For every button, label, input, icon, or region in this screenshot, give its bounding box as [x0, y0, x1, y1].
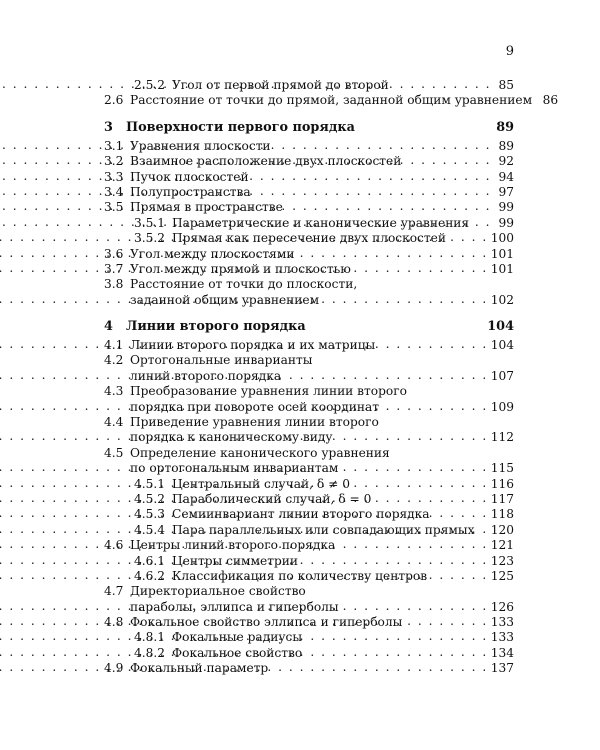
- toc-dot-leader: [378, 338, 487, 353]
- toc-entry-title: Семиинвариант линии второго порядка: [172, 507, 430, 522]
- toc-dot-leader: [338, 538, 488, 553]
- toc-entry-number: 3.3: [104, 169, 124, 184]
- toc-entry-title: Полупространства: [130, 184, 251, 199]
- toc-entry-number: 3.1: [104, 138, 124, 153]
- toc-page-number: 99: [498, 215, 514, 230]
- toc-dot-leader: [477, 523, 487, 538]
- toc-page-number: 137: [490, 661, 514, 676]
- toc-entry-number: 4.6: [104, 538, 124, 553]
- toc-section-entry: [104, 369, 514, 384]
- toc-entry-number: 4.8: [104, 615, 124, 630]
- toc-page-number: 102: [490, 292, 514, 307]
- toc-entry-number: 3.5.2: [134, 231, 166, 246]
- toc-entry-number: 3.6: [104, 246, 124, 261]
- toc-dot-leader: [305, 631, 488, 646]
- toc-entry-title: Фокальное свойство: [172, 645, 303, 660]
- toc-entry-title: Фокальный параметр: [130, 661, 269, 676]
- toc-page-number: 116: [490, 476, 514, 491]
- toc-entry-number: 4.7: [104, 584, 124, 599]
- toc-entry-title: заданной общим уравнением: [130, 292, 320, 307]
- toc-dot-leader: [353, 477, 488, 492]
- toc-entry-number: 2.5.2: [134, 77, 166, 92]
- toc-entry-number: 4.5: [104, 445, 124, 460]
- toc-section-entry: [104, 538, 514, 553]
- toc-section-entry: [104, 139, 514, 154]
- toc-entry-title: Пучок плоскостей: [130, 169, 249, 184]
- page-number: 9: [505, 44, 514, 59]
- toc-entry-title: Расстояние от точки до прямой, заданной общим уравнением: [130, 93, 533, 108]
- toc-page-number: 112: [490, 430, 514, 445]
- toc-page-number: 118: [490, 507, 514, 522]
- toc-entry-title: Взаимное расположение двух плоскостей: [130, 154, 402, 169]
- toc-dot-leader: [358, 120, 491, 135]
- toc-entry-number: 3.5: [104, 200, 124, 215]
- toc-entry-number: 4: [104, 319, 113, 335]
- toc-subsection-entry: [104, 477, 514, 492]
- toc-entry-title: Параболический случай, δ = 0: [172, 491, 372, 506]
- toc-section-entry: [104, 93, 559, 108]
- toc-entry-number: 4.6.1: [134, 553, 166, 568]
- toc-entry-number: 4.6.2: [134, 568, 166, 583]
- toc-section-entry: [104, 247, 514, 262]
- toc-section-entry: [104, 353, 514, 368]
- toc-dot-leader: [405, 615, 487, 630]
- toc-entry-title: Центры линий второго порядка: [130, 538, 336, 553]
- toc-entry-title: Преобразование уравнения линии второго: [130, 384, 407, 399]
- toc-section-entry: [104, 384, 514, 399]
- toc-section-entry: [104, 338, 514, 353]
- toc-section-entry: [104, 154, 514, 169]
- toc-page-number: 121: [490, 538, 514, 553]
- toc-dot-leader: [392, 78, 491, 93]
- toc-entry-title: порядка к каноническому виду: [130, 430, 333, 445]
- toc-entry-number: 4.1: [104, 338, 124, 353]
- toc-dot-leader: [274, 139, 491, 154]
- toc-dot-leader: [341, 461, 487, 476]
- toc-section-entry: [104, 600, 514, 615]
- toc-entry-title: Классификация по количеству центров: [172, 568, 428, 583]
- toc-entry-number: 2.6: [104, 93, 124, 108]
- toc-dot-leader: [301, 554, 488, 569]
- toc-entry-title: по ортогональным инвариантам: [130, 461, 339, 476]
- toc-entry-title: линий второго порядка: [130, 368, 282, 383]
- toc-section-entry: [104, 200, 514, 215]
- toc-subsection-entry: [104, 231, 514, 246]
- toc-page-number: 125: [490, 568, 514, 583]
- toc-entry-title: Фокальные радиусы: [172, 630, 303, 645]
- toc-entry-title: порядка при повороте осей координат: [130, 399, 379, 414]
- toc-section-entry: [104, 293, 514, 308]
- toc-subsection-entry: [104, 507, 514, 522]
- toc-section-entry: [104, 415, 514, 430]
- toc-entry-title: Угол от первой прямой до второй: [172, 77, 389, 92]
- toc-dot-leader: [472, 216, 491, 231]
- toc-entry-number: 3: [104, 119, 113, 135]
- toc-entry-title: Фокальное свойство эллипса и гиперболы: [130, 615, 403, 630]
- toc-subsection-entry: [104, 554, 514, 569]
- toc-dot-leader: [342, 600, 488, 615]
- toc-entry-title: Расстояние от точки до плоскости,: [130, 277, 358, 292]
- toc-entry-number: 4.8.2: [134, 645, 166, 660]
- toc-page-number: 133: [490, 615, 514, 630]
- toc-page-number: 133: [490, 630, 514, 645]
- toc-section-entry: [104, 400, 514, 415]
- toc-dot-leader: [252, 170, 491, 185]
- toc-entry-number: 4.5.2: [134, 491, 166, 506]
- toc-section-entry: [104, 584, 514, 599]
- toc-page-number: 101: [490, 261, 514, 276]
- toc-entry-title: Прямая в пространстве: [130, 200, 283, 215]
- toc-page-number: 134: [490, 645, 514, 660]
- toc-page-number: 123: [490, 553, 514, 568]
- toc-section-entry: [104, 185, 514, 200]
- toc-subsection-entry: [104, 78, 514, 93]
- toc-entry-title: Уравнения плоскости: [130, 138, 271, 153]
- toc-page-number: 86: [542, 93, 559, 108]
- toc-page-number: 104: [490, 338, 514, 353]
- toc-dot-leader: [430, 569, 488, 584]
- toc-section-entry: [104, 661, 514, 676]
- toc-entry-number: 4.5.3: [134, 507, 166, 522]
- toc-entry-title: Центральный случай, δ ≠ 0: [172, 476, 350, 491]
- toc-entry-number: 4.5.1: [134, 476, 166, 491]
- toc-dot-leader: [297, 247, 487, 262]
- toc-entry-title: Определение канонического уравнения: [130, 445, 390, 460]
- toc-entry-title: Угол между прямой и плоскостью: [130, 261, 351, 276]
- toc-entry-number: 4.9: [104, 661, 124, 676]
- toc-subsection-entry: [104, 523, 514, 538]
- toc-entry-number: 4.2: [104, 353, 124, 368]
- toc-entry-number: 4.4: [104, 415, 124, 430]
- toc-page-number: 85: [498, 77, 514, 92]
- toc-entry-title: Приведение уравнения линии второго: [130, 415, 379, 430]
- toc-entry-title: Ортогональные инварианты: [130, 353, 313, 368]
- toc-entry-number: 4.3: [104, 384, 124, 399]
- toc-page-number: 104: [487, 319, 514, 335]
- toc-entry-title: Линии второго порядка и их матрицы: [130, 338, 376, 353]
- toc-page-number: 97: [498, 184, 514, 199]
- toc-subsection-entry: [104, 631, 514, 646]
- toc-page-number: 109: [490, 399, 514, 414]
- toc-page-number: 92: [498, 154, 514, 169]
- toc-dot-leader: [284, 369, 488, 384]
- toc-page-number: 117: [490, 491, 514, 506]
- toc-dot-leader: [449, 231, 488, 246]
- toc-entry-title: Угол между плоскостями: [130, 246, 295, 261]
- toc-page-number: 101: [490, 246, 514, 261]
- toc-entry-title: Директориальное свойство: [130, 584, 306, 599]
- toc-entry-title: Параметрические и канонические уравнения: [172, 215, 470, 230]
- toc-section-entry: [104, 615, 514, 630]
- toc-dot-leader: [271, 661, 488, 676]
- toc-page-number: 89: [496, 119, 514, 135]
- toc-entry-title: Центры симметрии: [172, 553, 298, 568]
- toc-entry-title: Прямая как пересечение двух плоскостей: [172, 231, 446, 246]
- toc-dot-leader: [254, 185, 491, 200]
- toc-page-number: 120: [490, 522, 514, 537]
- toc-chapter-entry: [104, 120, 514, 136]
- toc-dot-leader: [354, 262, 488, 277]
- toc-entry-title: параболы, эллипса и гиперболы: [130, 599, 339, 614]
- table-of-contents: [104, 77, 559, 677]
- toc-dot-leader: [322, 293, 488, 308]
- toc-page-number: 115: [490, 461, 514, 476]
- toc-subsection-entry: [104, 492, 514, 507]
- toc-subsection-entry: [104, 646, 514, 661]
- toc-page-number: 94: [498, 169, 514, 184]
- toc-entry-number: 3.8: [104, 277, 124, 292]
- toc-dot-leader: [374, 492, 487, 507]
- toc-section-entry: [104, 262, 514, 277]
- toc-dot-leader: [336, 430, 488, 445]
- toc-page-number: 99: [498, 200, 514, 215]
- toc-entry-title: Линии второго порядка: [126, 319, 306, 335]
- toc-entry-number: 3.7: [104, 261, 124, 276]
- toc-chapter-entry: [104, 319, 514, 335]
- toc-section-entry: [104, 170, 514, 185]
- toc-section-entry: [104, 277, 514, 292]
- toc-dot-leader: [433, 507, 488, 522]
- toc-entry-title: Поверхности первого порядка: [126, 119, 355, 135]
- toc-page-number: 89: [498, 138, 514, 153]
- toc-entry-number: 4.8.1: [134, 630, 166, 645]
- toc-page-number: 100: [490, 231, 514, 246]
- toc-dot-leader: [309, 320, 485, 335]
- toc-page-number: 107: [490, 368, 514, 383]
- toc-subsection-entry: [104, 216, 514, 231]
- toc-section-entry: [104, 430, 514, 445]
- toc-section-entry: [104, 461, 514, 476]
- toc-page-number: 126: [490, 599, 514, 614]
- toc-entry-number: 3.5.1: [134, 215, 166, 230]
- toc-entry-title: Пара параллельных или совпадающих прямых: [172, 522, 475, 537]
- toc-dot-leader: [305, 646, 488, 661]
- toc-entry-number: 4.5.4: [134, 522, 166, 537]
- toc-dot-leader: [404, 154, 491, 169]
- toc-dot-leader: [286, 200, 491, 215]
- toc-entry-number: 3.2: [104, 154, 124, 169]
- toc-section-entry: [104, 446, 514, 461]
- toc-dot-leader: [382, 400, 488, 415]
- toc-entry-number: 3.4: [104, 184, 124, 199]
- toc-subsection-entry: [104, 569, 514, 584]
